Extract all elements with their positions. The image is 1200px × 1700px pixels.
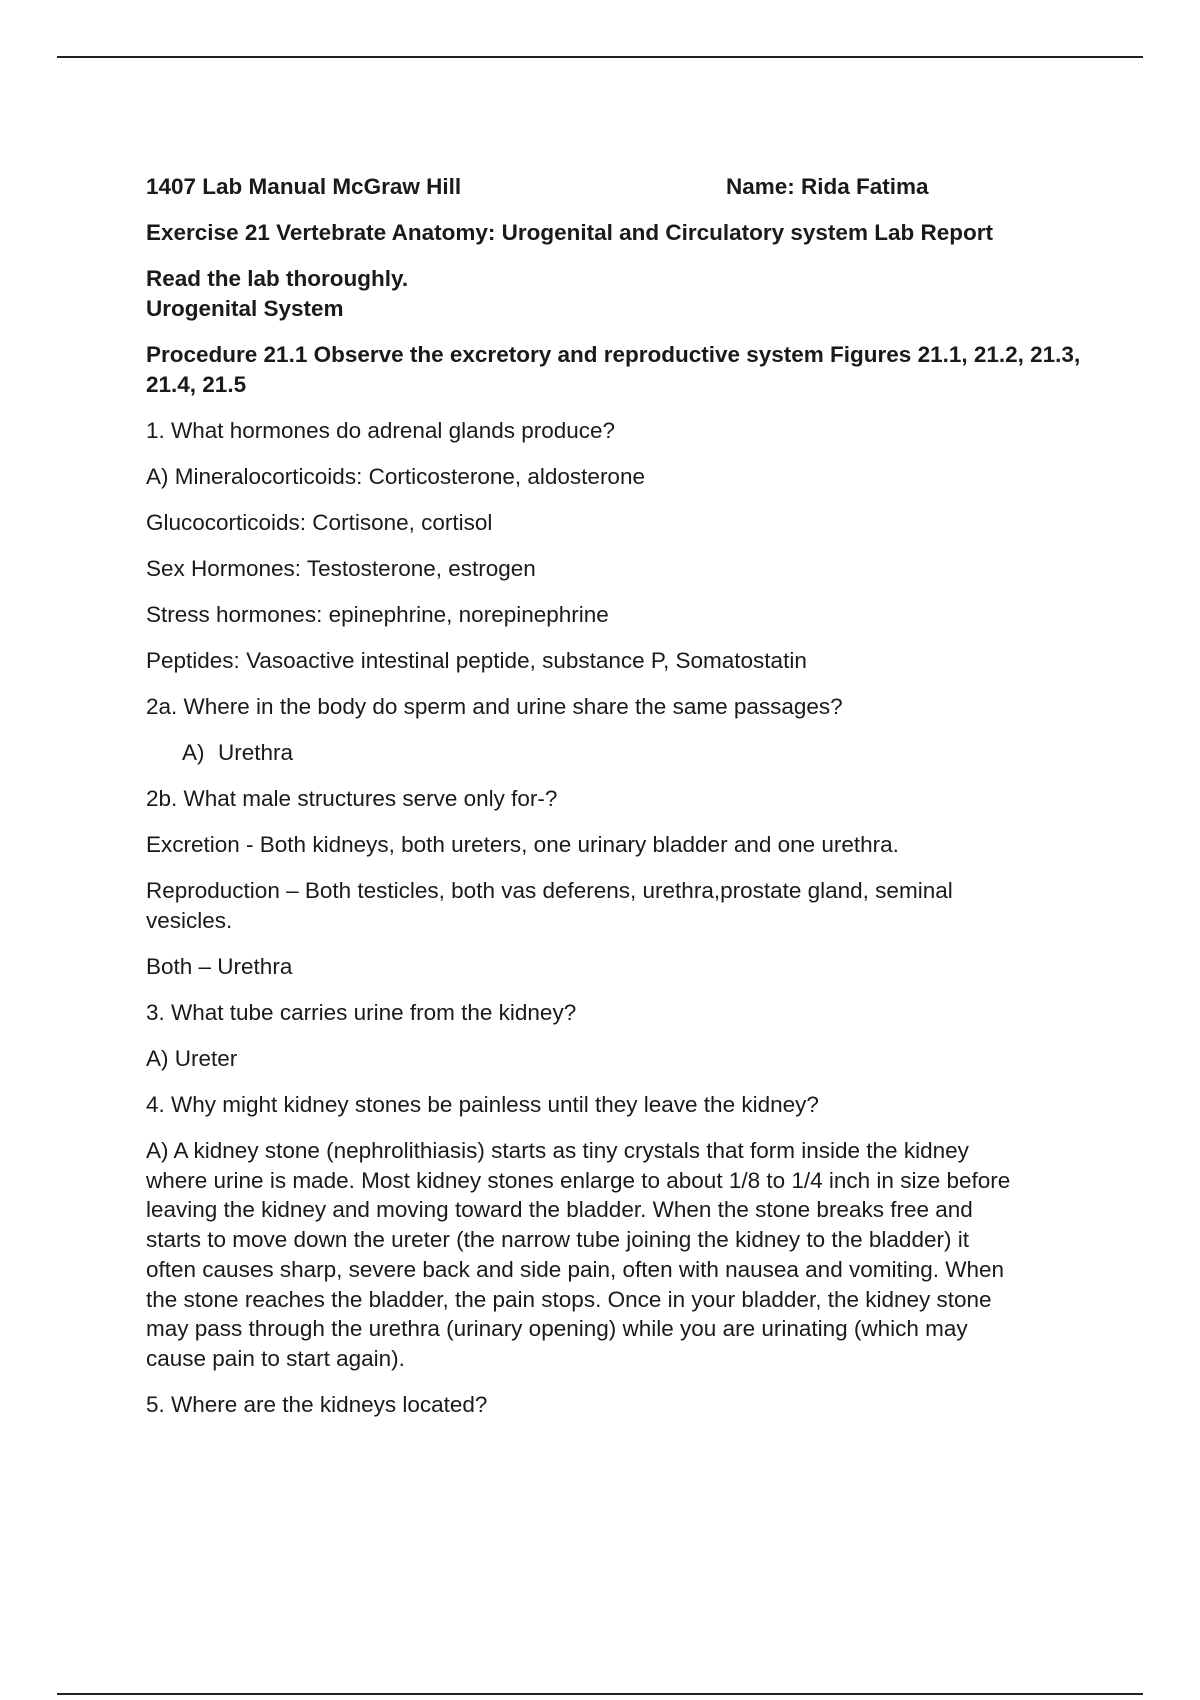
question-3: 3. What tube carries urine from the kidney? bbox=[146, 1000, 577, 1025]
question-4: 4. Why might kidney stones be painless until they leave the kidney? bbox=[146, 1092, 819, 1117]
course-title: 1407 Lab Manual McGraw Hill bbox=[146, 174, 462, 199]
exercise-title: Exercise 21 Vertebrate Anatomy: Urogenital and Circulatory system Lab Report bbox=[146, 220, 993, 245]
top-divider bbox=[57, 56, 1143, 58]
answer-4-line: often causes sharp, severe back and side pain, often with nausea and vomiting. When bbox=[146, 1256, 1005, 1282]
answer-1-line: Sex Hormones: Testosterone, estrogen bbox=[146, 556, 536, 581]
answer-2a bbox=[146, 738, 1096, 768]
answer-2b-excretion: Excretion - Both kidneys, both ureters, one urinary bladder and one urethra. bbox=[146, 832, 899, 857]
instruction: Read the lab thoroughly. bbox=[146, 266, 409, 291]
question-2a: 2a. Where in the body do sperm and urine share the same passages? bbox=[146, 694, 843, 719]
answer-2b-reproduction-line: vesicles. bbox=[146, 908, 233, 933]
answer-4-line: the stone reaches the bladder, the pain stops. Once in your bladder, the kidney stone bbox=[146, 1286, 992, 1312]
document-header bbox=[146, 172, 1096, 202]
answer-1-line: A) Mineralocorticoids: Corticosterone, aldosterone bbox=[146, 464, 645, 489]
answer-4-line: leaving the kidney and moving toward the bladder. When the stone breaks free and bbox=[146, 1197, 973, 1223]
answer-4 bbox=[146, 1136, 1096, 1374]
answer-4-line: may pass through the urethra (urinary opening) while you are urinating (which may bbox=[146, 1316, 968, 1342]
answer-3: A) Ureter bbox=[146, 1046, 238, 1071]
answer-4-line: where urine is made. Most kidney stones enlarge to about 1/8 to 1/4 inch in size before bbox=[146, 1167, 1011, 1193]
answer-2b-reproduction bbox=[146, 876, 1096, 936]
section-title: Urogenital System bbox=[146, 296, 344, 321]
answer-4-line: cause pain to start again). bbox=[146, 1345, 405, 1371]
answer-2b-reproduction-line: Reproduction – Both testicles, both vas deferens, urethra,prostate gland, seminal bbox=[146, 878, 953, 903]
answer-4-line: starts to move down the ureter (the narrow tube joining the kidney to the bladder) it bbox=[146, 1227, 969, 1253]
answer-1-line: Stress hormones: epinephrine, norepinephrine bbox=[146, 602, 609, 627]
answer-2a-text: Urethra bbox=[218, 740, 294, 765]
question-1: 1. What hormones do adrenal glands produce? bbox=[146, 418, 616, 443]
answer-1-line: Peptides: Vasoactive intestinal peptide, substance P, Somatostatin bbox=[146, 648, 807, 673]
bottom-divider bbox=[57, 1693, 1143, 1695]
question-5: 5. Where are the kidneys located? bbox=[146, 1391, 488, 1417]
document-body bbox=[146, 172, 1096, 1436]
answer-2b-both: Both – Urethra bbox=[146, 954, 293, 979]
student-name: Name: Rida Fatima bbox=[726, 174, 929, 199]
question-2b: 2b. What male structures serve only for-? bbox=[146, 786, 558, 811]
answer-4-line: A) A kidney stone (nephrolithiasis) starts as tiny crystals that form inside the kidney bbox=[146, 1138, 969, 1163]
answer-2a-marker: A) bbox=[182, 740, 205, 765]
answer-1-line: Glucocorticoids: Cortisone, cortisol bbox=[146, 510, 493, 535]
procedure-heading: Procedure 21.1 Observe the excretory and reproductive system Figures 21.1, 21.2, 21.3, 21.4, 21.5 bbox=[146, 342, 1081, 397]
